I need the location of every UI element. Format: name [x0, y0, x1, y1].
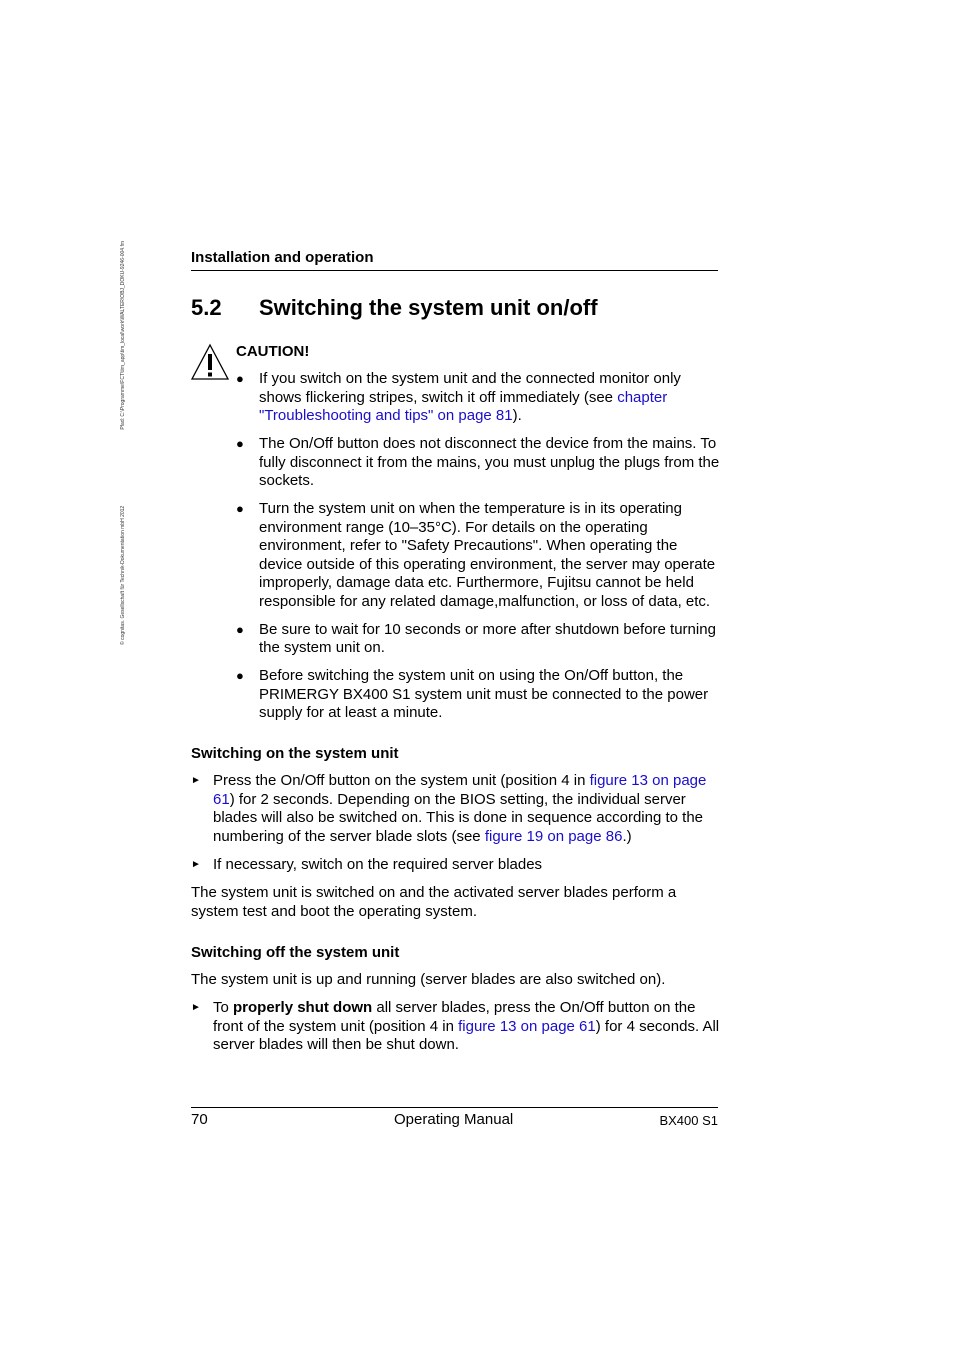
bold-phrase: properly shut down	[233, 999, 373, 1016]
page-footer	[191, 1107, 718, 1128]
link-troubleshooting[interactable]: chapter "Troubleshooting and tips" on page 81	[259, 388, 668, 424]
header-title: Installation and operation	[191, 249, 374, 266]
switch-off-steps	[191, 999, 721, 1064]
bullet-icon: ●	[236, 668, 244, 683]
bullet-icon: ●	[236, 371, 244, 386]
link-figure-13[interactable]: figure 13 on page 61	[458, 1017, 596, 1035]
model-name: BX400 S1	[659, 1113, 718, 1128]
caution-label: CAUTION!	[236, 343, 310, 360]
sidebar-path: Pfad: C:\Programme\FCT\tim_app\tim_local\work\WALTER\OBJ_DOKU-9246-004.fm	[120, 241, 126, 430]
link-figure-13[interactable]: figure 13 on page 61	[213, 772, 707, 808]
step-arrow-icon: ►	[191, 775, 201, 786]
switch-off-intro: The system unit is up and running (server blades are also switched on).	[191, 971, 666, 988]
sidebar-file-path	[120, 241, 126, 645]
switch-on-result: The system unit is switched on and the activated server blades perform a system test and boot the operating system.	[191, 884, 677, 920]
section-title: Switching the system unit on/off	[259, 295, 598, 320]
list-item: ► If necessary, switch on the required server blades	[191, 855, 543, 873]
list-item: ● If you switch on the system unit and the connected monitor only shows flickering stripes, switch it off immediately (see chapter "Troubleshooting and tips" on page 81).	[236, 370, 681, 424]
section-number: 5.2	[191, 295, 222, 320]
link-figure-19[interactable]: figure 19 on page 86	[484, 827, 623, 845]
list-item: ● Be sure to wait for 10 seconds or more after shutdown before turning the system unit on.	[236, 620, 716, 656]
switch-on-heading: Switching on the system unit	[191, 745, 399, 762]
list-item: ● The On/Off button does not disconnect the device from the mains. To fully disconnect it from the mains, you must unplug the plugs from the sockets.	[236, 435, 720, 489]
running-header	[191, 249, 718, 271]
caution-list	[236, 370, 720, 732]
list-item: ● Turn the system unit on when the temperature is in its operating environment range (10–35°C). For details on the operating environment, refer to "Safety Precautions". When operating the device outside of this operating environment, the server may operate improperly, damage data etc. Furthermore, Fujitsu cannot be held responsible for any related damage,malfunction, or loss of data, etc.	[236, 500, 716, 610]
list-item: ► To properly shut down all server blades, press the On/Off button on the front of the system unit (position 4 in figure 13 on page 61) for 4 seconds. All server blades will then be shut down.	[191, 999, 720, 1053]
list-item: ● Before switching the system unit on using the On/Off button, the PRIMERGY BX400 S1 system unit must be connected to the power supply for at least a minute.	[236, 667, 709, 721]
switch-off-heading: Switching off the system unit	[191, 944, 400, 961]
section-heading	[191, 295, 598, 321]
sidebar-copyright: © cognitas. Gesellschaft für Technik-Dokumentation mbH 2012	[120, 505, 126, 645]
switch-on-steps	[191, 772, 721, 884]
page-number: 70	[191, 1111, 208, 1128]
bullet-icon: ●	[236, 621, 244, 637]
manual-title: Operating Manual	[394, 1111, 514, 1128]
list-item: ► Press the On/Off button on the system unit (position 4 in figure 13 on page 61) for 2 seconds. Depending on the BIOS setting, the individual server blades will also be switched on. This is done in sequence according to the numbering of the server blade slots (see figure 19 on page 86.)	[191, 772, 707, 845]
caution-icon	[190, 343, 230, 381]
bullet-icon: ●	[236, 501, 244, 516]
step-arrow-icon: ►	[191, 858, 201, 870]
bullet-icon: ●	[236, 436, 244, 451]
step-arrow-icon: ►	[191, 1002, 201, 1013]
